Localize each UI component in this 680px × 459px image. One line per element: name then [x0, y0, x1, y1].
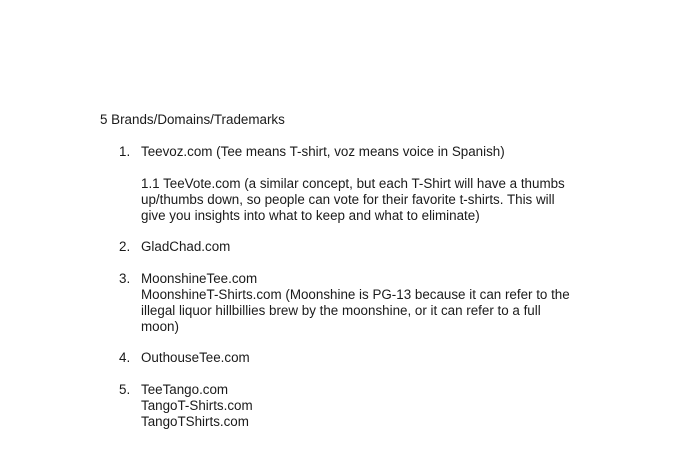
- item-1-sub-line-1: 1.1 TeeVote.com (a similar concept, but each T-Shirt will have a thumbs: [141, 176, 565, 191]
- item-5-number: 5.: [119, 382, 131, 397]
- item-3-line-3: illegal liquor hillbillies brew by the moonshine, or it can refer to a full: [141, 303, 541, 318]
- item-4-number: 4.: [119, 350, 131, 365]
- item-5-line-1: TeeTango.com: [141, 382, 229, 397]
- section-heading: 5 Brands/Domains/Trademarks: [100, 112, 285, 127]
- item-3-number: 3.: [119, 271, 131, 286]
- item-5-line-2: TangoT-Shirts.com: [141, 398, 253, 413]
- item-3-line-2: MoonshineT-Shirts.com (Moonshine is PG-13 because it can refer to the: [141, 287, 570, 302]
- item-3-line-1: MoonshineTee.com: [141, 271, 258, 286]
- item-1-sub-line-2: up/thumbs down, so people can vote for their favorite t-shirts. This will: [141, 192, 555, 207]
- item-2-number: 2.: [119, 239, 131, 254]
- item-1-sub-line-3: give you insights into what to keep and what to eliminate): [141, 208, 480, 223]
- item-3-line-4: moon): [141, 319, 179, 334]
- item-1-number: 1.: [119, 144, 131, 159]
- item-1-line-1: Teevoz.com (Tee means T-shirt, voz means voice in Spanish): [141, 144, 505, 159]
- item-4-line-1: OuthouseTee.com: [141, 350, 250, 365]
- item-2-line-1: GladChad.com: [141, 239, 231, 254]
- item-5-line-3: TangoTShirts.com: [141, 414, 249, 429]
